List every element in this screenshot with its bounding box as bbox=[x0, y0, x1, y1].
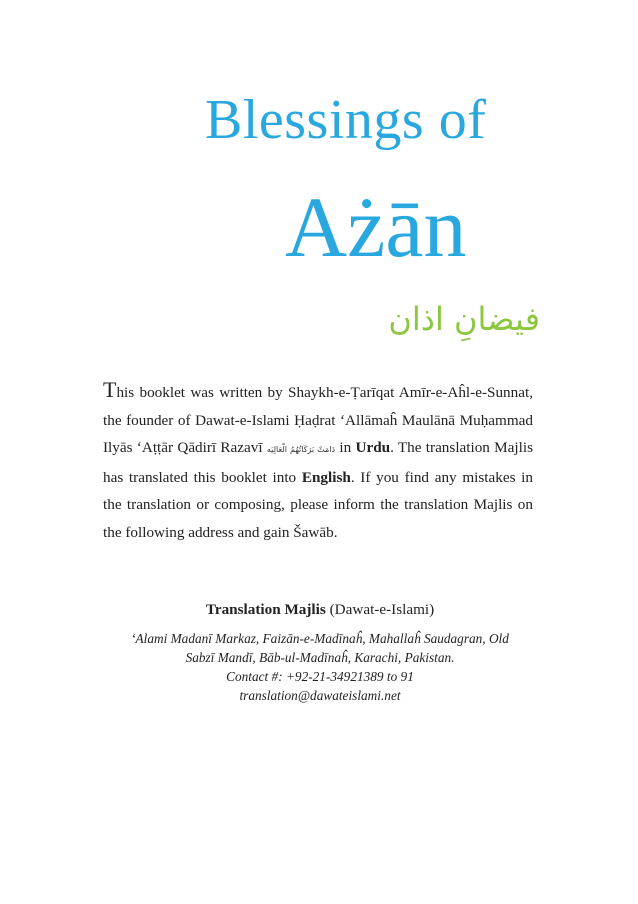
urdu-title: فیضانِ اذان bbox=[388, 300, 540, 338]
address-line-1: ‘Alami Madanī Markaz, Faizān-e-Madīnaĥ, Mahallaĥ Saudagran, Old bbox=[131, 631, 509, 646]
intro-dropcap: T bbox=[103, 377, 117, 402]
contact-heading-bold: Translation Majlis bbox=[205, 601, 326, 618]
intro-paragraph bbox=[103, 376, 533, 546]
title-azan: Ażān bbox=[285, 179, 467, 275]
intro-english-word: English bbox=[301, 468, 351, 486]
intro-text-part4: . If you find any mistakes in the translation or composing, please inform the translation Majlis on the following address and gain Šawāb. bbox=[103, 468, 533, 541]
arabic-honorific: دَامَتْ بَرَكَاتُهُمُ الْعَالِيَه bbox=[266, 445, 336, 454]
intro-text-part3: . The translation Majlis has translated this booklet into bbox=[103, 439, 533, 486]
contact-heading bbox=[110, 598, 530, 622]
intro-text-part1: his booklet was written by Shaykh-e-Ṭarīqat Amīr-e-Aĥl-e-Sunnat, the founder of Dawat-e-Islami Ḥaḍrat ‘Allāmaĥ Maulānā Muḥammad Ilyās ‘Aṭṭār Qādirī Razavī bbox=[103, 384, 533, 456]
intro-urdu-word: Urdu bbox=[355, 439, 391, 456]
title-blessings-of: Blessings of bbox=[205, 89, 487, 151]
contact-block bbox=[110, 598, 530, 705]
contact-heading-rest: (Dawat-e-Islami) bbox=[325, 601, 435, 618]
intro-text-part2: in bbox=[335, 439, 356, 456]
contact-phone: Contact #: +92-21-34921389 to 91 bbox=[226, 669, 414, 684]
contact-email: translation@dawateislami.net bbox=[239, 688, 401, 703]
address-line-2: Sabzī Mandī, Bāb-ul-Madīnaĥ, Karachi, Pakistan. bbox=[185, 650, 455, 665]
